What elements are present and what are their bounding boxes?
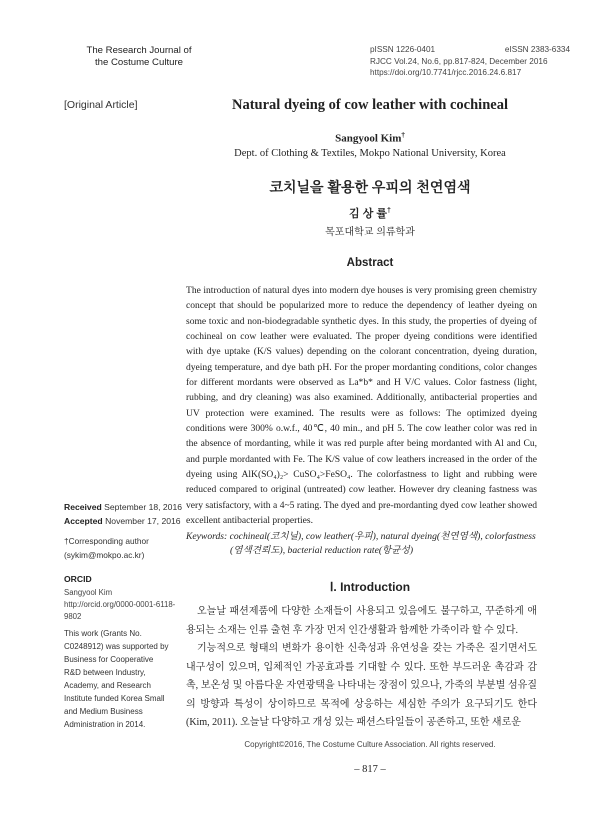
article-type: [Original Article]	[64, 99, 138, 111]
received-accepted	[64, 500, 184, 528]
abstract-heading: Abstract	[346, 257, 394, 269]
affiliation-english: Dept. of Clothing & Textiles, Mokpo National University, Korea	[234, 148, 506, 159]
author-korean	[160, 205, 580, 221]
intro-paragraph-1: 오늘날 패션제품에 다양한 소재들이 사용되고 있음에도 불구하고, 꾸준하게 애용되는 소재는 인류 출현 후 가장 먼저 인간생활과 함께한 가죽이라 할 수 있다.	[186, 606, 537, 636]
author-english	[160, 131, 580, 145]
keywords-label: Keywords:	[186, 531, 228, 542]
intro-paragraph-2: 기능적으로 형태의 변화가 용이한 신축성과 유연성을 갖는 가죽은 질기면서도 내구성이 있으며, 입체적인 가공효과를 기대할 수 있다. 또한 부드러운 촉감과 감촉, 보온성 및 아름다운 자연광택을 나타내는 장점이 있으나, 가죽의 부분별 섬유질의 방향과 특성이 상이하므로 목적에 상응하는 세심한 주의가 요구되기도 한다(Kim, 2011). 오늘날 다양하고 개성 있는 패션스타일들이 공존하고, 또한 새로운	[186, 643, 537, 728]
citation: RJCC Vol.24, No.6, pp.817-824, December 2016	[370, 56, 548, 66]
received-date: September 18, 2016	[104, 502, 183, 512]
orcid-url[interactable]: http://orcid.org/0000-0001-6118-9802	[64, 599, 176, 621]
funding-note: This work (Grants No. C0248912) was supported by Business for Cooperative R&D between Industry, Academy, and Research Institute funded Korea Small and Medium Business Administration in 2014.	[64, 629, 169, 729]
accepted-label: Accepted	[64, 516, 103, 526]
orcid-name: Sangyool Kim	[64, 588, 113, 597]
affiliation-korean: 목포대학교 의류학과	[325, 227, 415, 238]
page-number: – 817 –	[354, 764, 386, 775]
copyright: Copyright©2016, The Costume Culture Association. All rights reserved.	[244, 740, 496, 749]
keywords-line2: (염색견뢰도), bacterial reduction rate(항균성)	[230, 545, 414, 556]
title-english: Natural dyeing of cow leather with cochineal	[231, 97, 508, 113]
corresponding-label: †Corresponding author	[64, 536, 149, 546]
eissn: eISSN 2383-6334	[504, 45, 570, 54]
corresponding-mark: †	[401, 131, 405, 139]
corresponding-mark-ko: †	[387, 207, 391, 215]
doi-link[interactable]: https://doi.org/10.7741/rjcc.2016.24.6.817	[370, 68, 522, 78]
issn-block	[370, 44, 570, 79]
keywords-line1: cochineal(코치닐), cow leather(우피), natural dyeing(천연염색), colorfastness	[229, 531, 536, 542]
title-korean: 코치닐을 활용한 우피의 천연염색	[269, 179, 471, 195]
keywords	[186, 530, 537, 558]
author-english-name: Sangyool Kim	[335, 132, 402, 145]
corresponding-author	[64, 535, 184, 562]
accepted-date: November 17, 2016	[105, 516, 181, 526]
journal-name-line2: the Costume Culture	[95, 56, 183, 68]
journal-name-line1: The Research Journal of	[86, 45, 192, 56]
orcid-heading: ORCID	[64, 574, 92, 584]
received-label: Received	[64, 502, 102, 512]
journal-name	[64, 45, 214, 68]
introduction-heading: Ⅰ. Introduction	[329, 580, 411, 594]
pissn: pISSN 1226-0401	[370, 45, 436, 54]
abstract-text: The introduction of natural dyes into modern dye houses is very promising green chemistry concept that should be popularized more to reduce the dependency of leather dyeing on some toxic and non-biodegradable synthetic dyes. In this study, the properties of dyeing of cochineal on cow leather were evaluated. The proper dyeing conditions were identified with dye uptake (K/S values) depending on the colorant concentration, dyeing duration, dyeing temperature, and dye bath pH. For the proper mordanting conditions, color changes for different mordants were observed as La*b* and H V/C values. Color fastness (light, rubbing, and dry cleaning) was also examined. Additionally, antibacterial properties and UV protection were examined. The results were as follows: The optimized dyeing conditions were 300% o.w.f., 40℃, 40 min., and pH 5. The cow leather color was red in the absence of mordanting, while it was red purple after being mordanted with Al and Cu, and purple mordanted with Fe. The K/S value of cow leathers increased in the order of the dyeing using AlK(SO₄)₂> CuSO₄>FeSO₄. The colorfastness to light and rubbing were reduced compared to original (untreated) cow leather. However dry cleaning fastness was very satisfactory, with a 4~5 rating. The dyed and pre-mordanting dyed cow leather showed excellent antibacterial properties.	[186, 285, 537, 527]
introduction-text	[186, 603, 537, 733]
author-korean-name: 김 상 률	[349, 208, 388, 220]
corresponding-email[interactable]: (sykim@mokpo.ac.kr)	[64, 549, 145, 560]
